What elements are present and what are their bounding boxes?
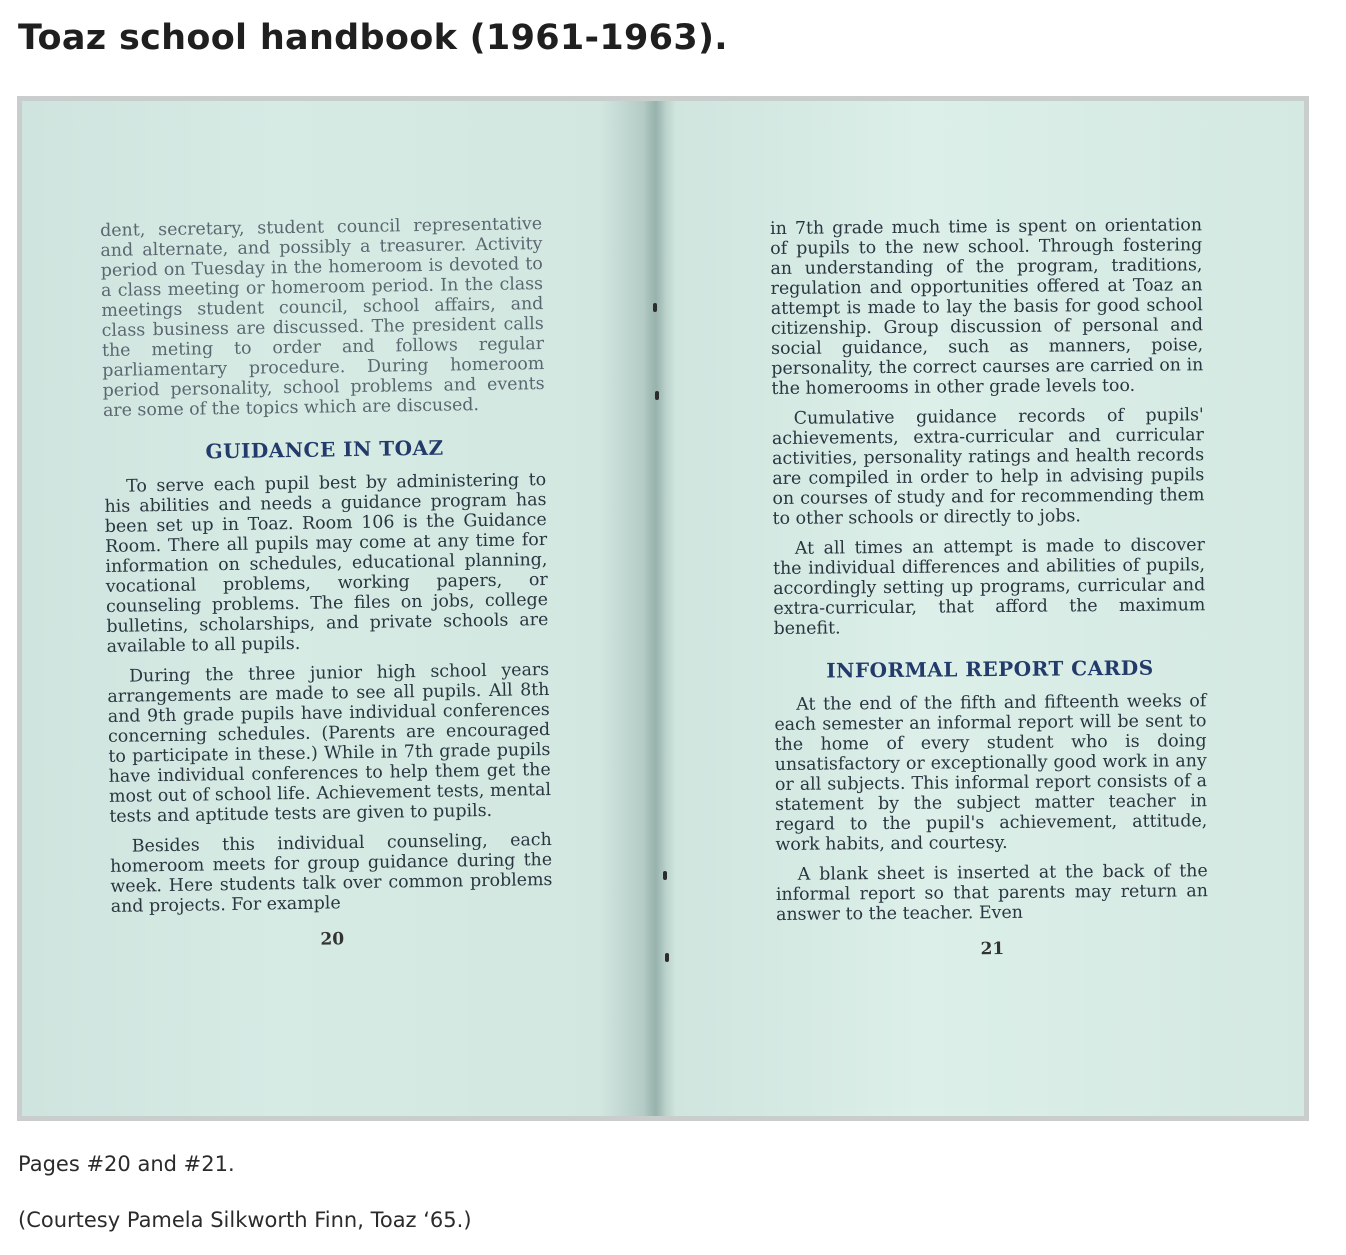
handbook-spread <box>22 101 1304 1116</box>
book-spine <box>644 101 666 1116</box>
staple-4 <box>665 953 669 962</box>
caption-credit: (Courtesy Pamela Silkworth Finn, Toaz ‘65.) <box>18 1208 472 1232</box>
staple-1 <box>653 303 657 312</box>
left-paragraph-4: Besides this individual counseling, each homeroom meets for group guidance during the week. Here students talk over common problems and projects. For example <box>109 829 553 917</box>
left-paragraph-3: During the three junior high school years arrangements are made to see all pupils. All 8th and 9th grade pupils have individual conferences concerning schedules. (Parents are encouraged to participate in these.) While in 7th grade pupils have individual conferences to help them get the most out of school life. Achievement tests, mental tests and aptitude tests are given to pupils. <box>107 660 552 827</box>
left-page-number: 20 <box>320 929 345 950</box>
right-heading: INFORMAL REPORT CARDS <box>826 655 1154 683</box>
right-page-number: 21 <box>980 938 1005 960</box>
left-heading: GUIDANCE IN TOAZ <box>205 435 444 464</box>
right-paragraph-3: At all times an attempt is made to discover the individual differences and abilities of pupils, accordingly setting up programs, curricular and extra-curricular, that afford the maximum benefit. <box>772 535 1206 639</box>
handbook-photo <box>17 96 1309 1121</box>
right-paragraph-2: Cumulative guidance records of pupils' achievements, extra-curricular and curricular activities, personality ratings and health records are compiled in order to help in advising pupils on courses of study and for recommending them to other schools or directly to jobs. <box>771 405 1205 529</box>
caption-pages: Pages #20 and #21. <box>18 1152 235 1176</box>
staple-3 <box>663 871 667 880</box>
page-title: Toaz school handbook (1961-1963). <box>18 18 728 58</box>
left-page <box>100 214 553 953</box>
left-paragraph-1: dent, secretary, student council representative and alternate, and possibly a treasurer. Activity period on Tuesday in the homeroom is devoted to a class meeting or homeroom period. In the class meetings student council, school affairs, and class business are discussed. The president calls the meting to order and follows regular parliamentary procedure. During homeroom period personality, school problems and events are some of the topics which are discused. <box>100 214 545 421</box>
right-paragraph-1: in 7th grade much time is spent on orientation of pupils to the new school. Through fostering an understanding of the program, traditions, regulation and opportunities offered at Toaz an attempt is made to lay the basis for good school citizenship. Group discussion of personal and social guidance, such as manners, poise, personality, the correct caurses are carried on in the homerooms in other grade levels too. <box>770 215 1204 399</box>
right-page <box>770 215 1208 961</box>
left-paragraph-2: To serve each pupil best by administering to his abilities and needs a guidance program has been set up in Toaz. Room 106 is the Guidance Room. There all pupils may come at any time for information on schedules, educational planning, vocational problems, working papers, or counseling problems. The files on jobs, college bulletins, scholarships, and private schools are available to all pupils. <box>104 470 549 657</box>
right-paragraph-4: At the end of the fifth and fifteenth weeks of each semester an informal report will be sent to the home of every student who is doing unsatisfactory or exceptionally good work in any or all subjects. This informal report consists of a statement by the subject matter teacher in regard to the pupil's achievement, attitude, work habits, and courtesy. <box>774 691 1208 855</box>
staple-2 <box>655 391 659 400</box>
right-paragraph-5: A blank sheet is inserted at the back of the informal report so that parents may return an answer to the teacher. Even <box>775 861 1208 925</box>
